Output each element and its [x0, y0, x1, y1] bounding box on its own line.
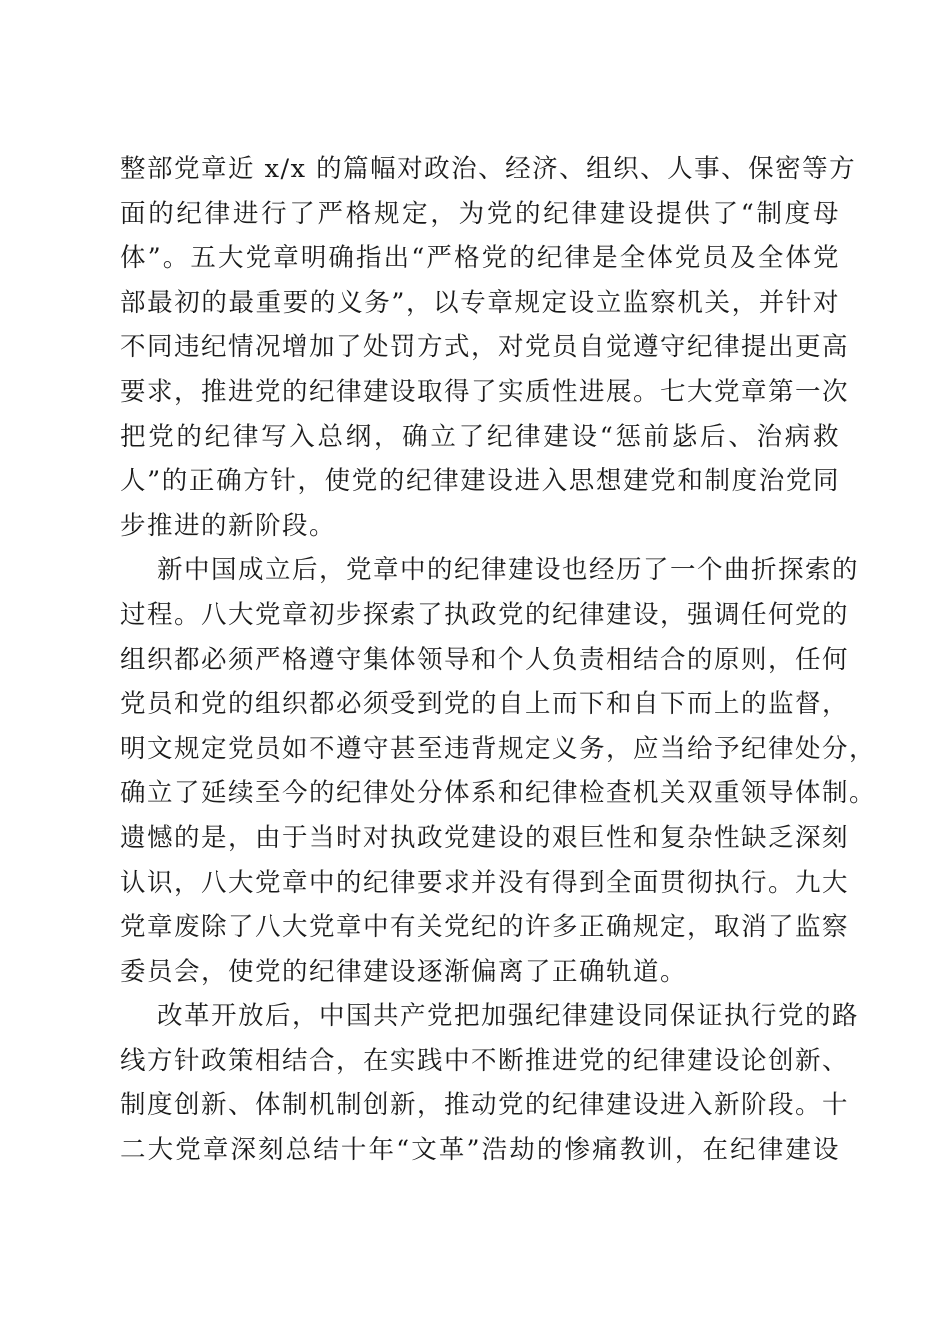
text-line: 委员会，使党的纪律建设逐渐偏离了正确轨道。	[120, 956, 688, 987]
text-line: 组织都必须严格遵守集体领导和个人负责相结合的原则，任何	[120, 644, 850, 675]
text-line: 二大党章深刻总结十年“文革”浩劫的惨痛教训，在纪律建设	[120, 1135, 840, 1166]
paragraph-first-line: 改革开放后，中国共产党把加强纪律建设同保证执行党的路	[157, 1001, 860, 1032]
text-line: 部最初的最重要的义务”，以专章规定设立监察机关，并针对	[120, 287, 840, 318]
text-line: 遗憾的是，由于当时对执政党建设的艰巨性和复杂性缺乏深刻	[120, 822, 850, 853]
text-line: 过程。八大党章初步探索了执政党的纪律建设，强调任何党的	[120, 599, 850, 630]
text-line: 把党的纪律写入总纲，确立了纪律建设“惩前毖后、治病救	[120, 421, 840, 452]
text-line: 体”。五大党章明确指出“严格党的纪律是全体党员及全体党	[120, 243, 840, 274]
text-line: 明文规定党员如不遵守甚至违背规定义务，应当给予纪律处分，	[120, 733, 877, 764]
text-line: 认识，八大党章中的纪律要求并没有得到全面贯彻执行。九大	[120, 867, 850, 898]
text-line: 确立了延续至今的纪律处分体系和纪律检查机关双重领导体制。	[120, 778, 877, 809]
text-line: 制度创新、体制机制创新，推动党的纪律建设进入新阶段。十	[120, 1090, 850, 1121]
text-line: 不同违纪情况增加了处罚方式，对党员自觉遵守纪律提出更高	[120, 332, 850, 363]
text-line: 人”的正确方针，使党的纪律建设进入思想建党和制度治党同	[120, 466, 840, 497]
text-line: 线方针政策相结合，在实践中不断推进党的纪律建设论创新、	[120, 1045, 850, 1076]
text-line: 步推进的新阶段。	[120, 510, 337, 541]
text-line: 党章废除了八大党章中有关党纪的许多正确规定，取消了监察	[120, 912, 850, 943]
text-line: 整部党章近 x/x 的篇幅对政治、经济、组织、人事、保密等方	[120, 154, 857, 184]
paragraph-first-line: 新中国成立后，党章中的纪律建设也经历了一个曲折探索的	[157, 555, 860, 586]
body-text	[120, 147, 877, 1173]
text-line: 要求，推进党的纪律建设取得了实质性进展。七大党章第一次	[120, 376, 850, 407]
text-line: 党员和党的组织都必须受到党的自上而下和自下而上的监督，	[120, 689, 850, 720]
text-line: 面的纪律进行了严格规定，为党的纪律建设提供了“制度母	[120, 198, 840, 229]
